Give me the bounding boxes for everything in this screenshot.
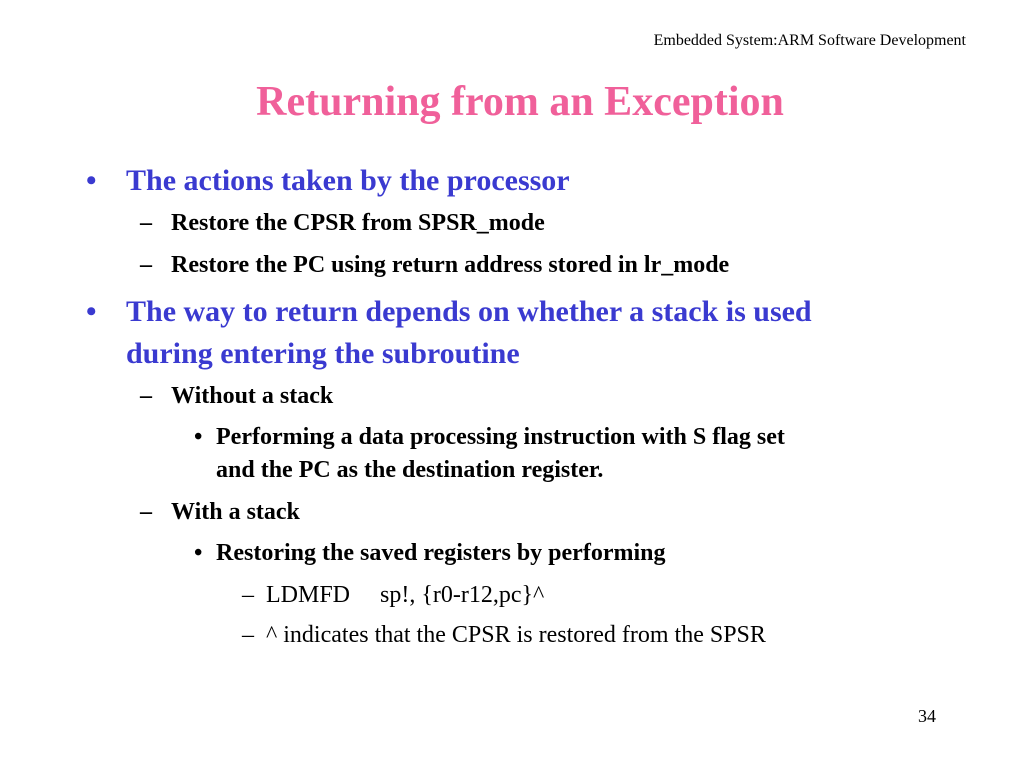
bullet-marker: • [86, 295, 97, 328]
dash-marker: – [140, 210, 152, 236]
bullet-marker: • [86, 164, 97, 197]
dash-marker: – [242, 622, 254, 648]
slide-title: Returning from an Exception [256, 79, 784, 125]
dash-marker: – [140, 252, 152, 278]
subbullet-text: With a stack [171, 499, 300, 525]
subsubbullet-text-line2: and the PC as the destination register. [216, 457, 604, 483]
code-line [266, 582, 544, 609]
subsubbullet-text: Restoring the saved registers by performing [216, 540, 666, 566]
small-bullet-marker: • [194, 424, 203, 450]
dash-marker: – [140, 383, 152, 409]
small-bullet-marker: • [194, 540, 203, 566]
code-mnemonic: LDMFD [266, 582, 351, 608]
subbullet-text: Restore the CPSR from SPSR_mode [171, 210, 545, 236]
header-course-title: Embedded System:ARM Software Development [653, 32, 966, 49]
dash-marker: – [140, 499, 152, 525]
note-text: ^ indicates that the CPSR is restored from the SPSR [266, 622, 766, 648]
bullet-text-line2: during entering the subroutine [126, 337, 520, 370]
code-operands: sp!, {r0-r12,pc}^ [380, 582, 545, 608]
bullet-text: The actions taken by the processor [126, 164, 570, 197]
subbullet-text: Without a stack [171, 383, 334, 409]
bullet-text-line1: The way to return depends on whether a stack is used [126, 295, 812, 328]
subbullet-text: Restore the PC using return address stored in lr_mode [171, 252, 730, 278]
page-number: 34 [918, 706, 936, 726]
subsubbullet-text-line1: Performing a data processing instruction with S flag set [216, 424, 785, 450]
dash-marker: – [242, 582, 254, 608]
